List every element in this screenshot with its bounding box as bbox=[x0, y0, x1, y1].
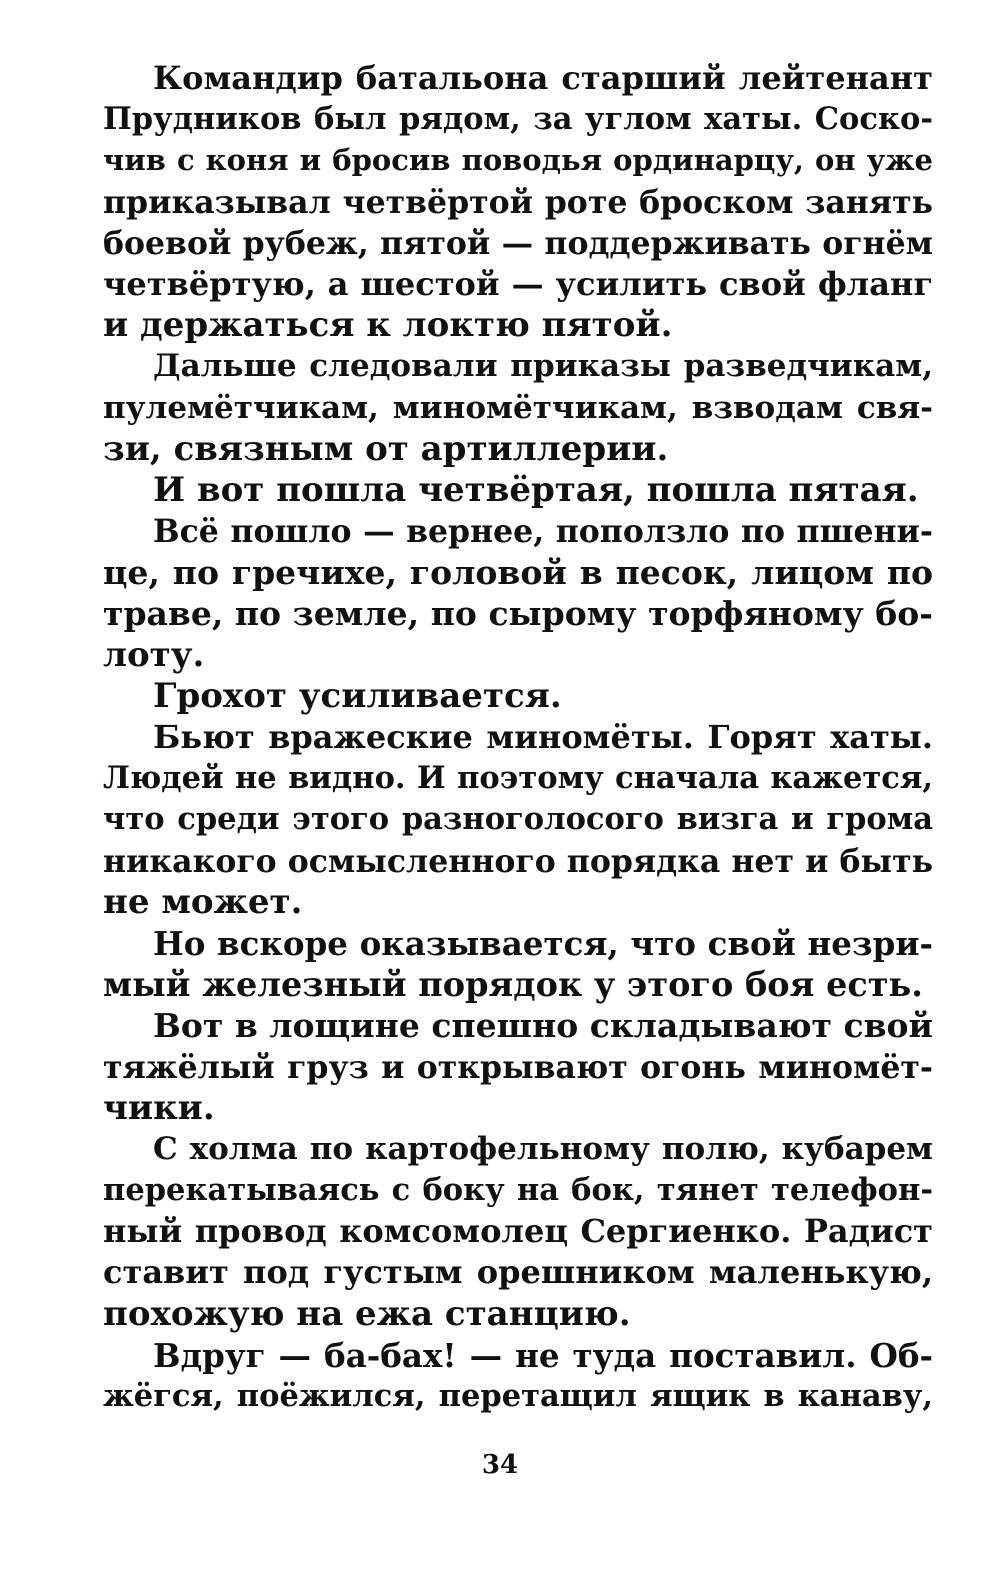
text-line: не может. bbox=[103, 881, 303, 922]
page-number: 34 bbox=[481, 1450, 519, 1480]
page-text-block bbox=[103, 58, 933, 1417]
text-line: зи, связным от артиллерии. bbox=[103, 428, 669, 469]
text-line: траве, по земле, по сырому торфяному бо- bbox=[103, 594, 933, 634]
text-line: Людей не видно. И поэтому сначала кажется, bbox=[103, 760, 933, 797]
text-line: Дальше следовали приказы разведчикам, bbox=[153, 348, 933, 385]
text-line: Вдруг — ба-бах! — не туда поставил. Об- bbox=[153, 1335, 933, 1375]
text-line: Вот в лощине спешно складывают свой bbox=[153, 1006, 933, 1046]
text-line: что среди этого разноголосого визга и грома bbox=[103, 801, 933, 838]
text-line: тяжёлый груз и открывают огонь миномёт- bbox=[103, 1048, 933, 1086]
text-line: похожую на ежа станцию. bbox=[103, 1293, 631, 1334]
text-line: Грохот усиливается. bbox=[153, 675, 562, 716]
text-line: лоту. bbox=[103, 634, 205, 675]
text-line: пулемётчикам, миномётчикам, взводам свя- bbox=[103, 389, 933, 426]
text-line: жёгся, поёжился, перетащил ящик в канаву, bbox=[103, 1378, 933, 1414]
text-line: чив с коня и бросив поводья ординарцу, он уже bbox=[103, 143, 933, 178]
text-line: Бьют вражеские миномёты. Горят хаты. bbox=[153, 718, 933, 756]
text-line: приказывал четвёртой роте броском занять bbox=[103, 183, 933, 221]
text-line: никакого осмысленного порядка нет и быть bbox=[103, 842, 933, 880]
text-line: це, по гречихе, головой в песок, лицом по bbox=[103, 553, 933, 593]
text-line: Командир батальона старший лейтенант bbox=[153, 59, 933, 97]
text-line: С холма по картофельному полю, кубарем bbox=[153, 1130, 933, 1167]
text-line: ный провод комсомолец Сергиенко. Радист bbox=[103, 1212, 933, 1251]
text-line: Но вскоре оказывается, что свой незри- bbox=[153, 923, 933, 963]
text-line: боевой рубеж, пятой — поддерживать огнём bbox=[103, 224, 933, 262]
text-line: мый железный порядок у этого боя есть. bbox=[103, 965, 923, 1005]
text-line: И вот пошла четвёртая, пошла пятая. bbox=[153, 469, 919, 510]
text-line: четвёртую, а шестой — усилить свой фланг bbox=[103, 264, 933, 303]
text-line: Всё пошло — вернее, поползло по пшени- bbox=[153, 513, 933, 551]
text-line: Прудников был рядом, за углом хаты. Соско- bbox=[103, 101, 933, 138]
text-line: и держаться к локтю пятой. bbox=[103, 305, 673, 346]
text-line: ставит под густым орешником маленькую, bbox=[103, 1253, 933, 1292]
text-line: перекатываясь с боку на бок, тянет телефон- bbox=[103, 1172, 933, 1209]
text-line: чики. bbox=[103, 1087, 215, 1128]
